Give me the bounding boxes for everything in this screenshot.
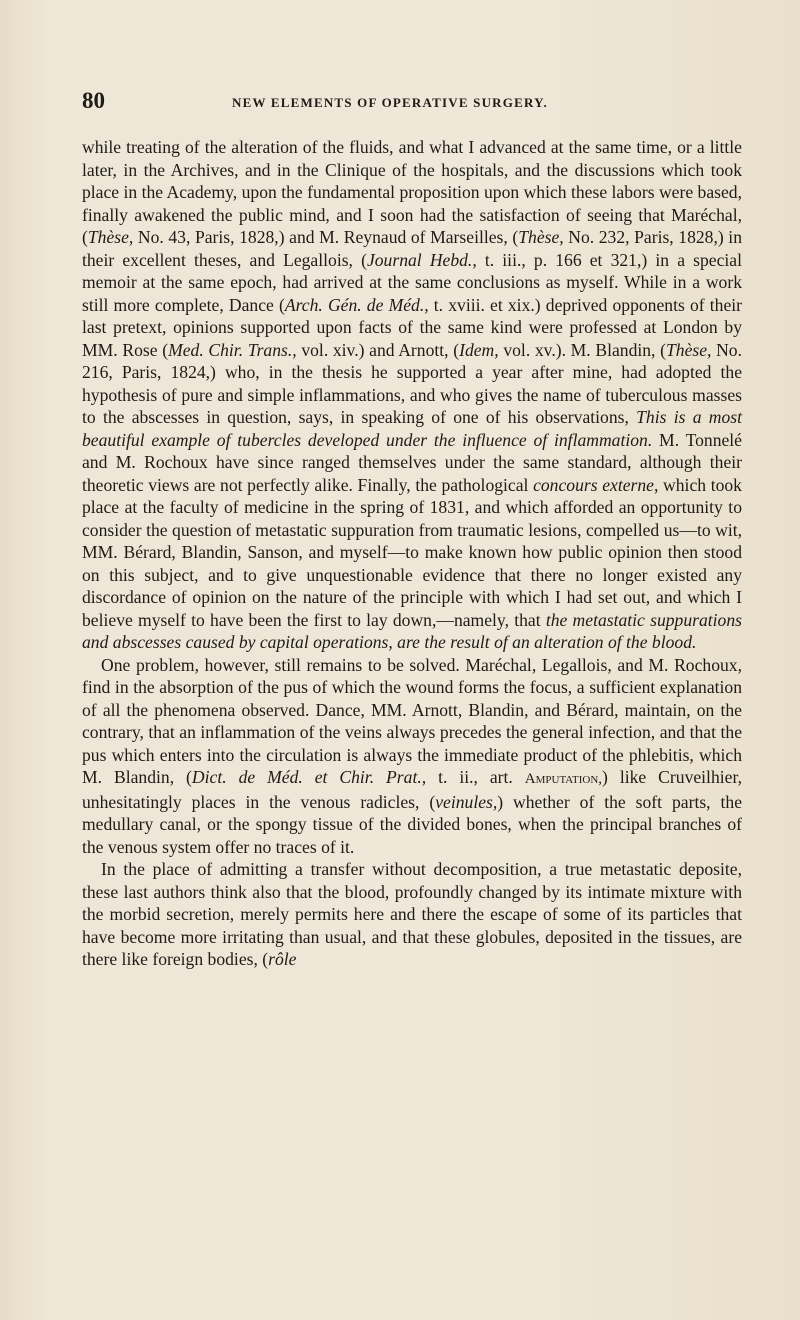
text-run: In the place of admitting a transfer without decomposition, a true metastatic deposite, these last authors think also that the blood, profoundly changed by its intimate mixture with the morbid secretion, merely permits here and there the escape of some of its particles that have become more irritating than usual, and that these globules, deposited in the tissues, are there like foreign bodies, ( <box>82 859 742 969</box>
text-run: ) whether of the soft parts, the medullary canal, or the spongy tissue of the divided bones, when the principal branches of the venous system offer no traces of it. <box>82 791 742 857</box>
small-caps-text: Amputation, <box>524 771 603 787</box>
italic-text: Thèse, <box>87 227 134 247</box>
italic-text: Journal Hebd., <box>366 249 477 270</box>
italic-text: This is a most beautiful example of tubercles developed under the influence of inflammation. <box>82 407 742 450</box>
text-run: t. ii., art. <box>426 767 525 787</box>
italic-text: Med. Chir. Trans., <box>168 339 297 360</box>
text-run: which took place at the faculty of medicine in the spring of 1831, and which afforded an opportunity to consider the question of metastatic suppuration from traumatic lesions, compelled us—to wit, MM. Bérard, Blandin, Sanson, and myself—to make known how public opinion then stood on this subject, and to give unquestionable evidence that there no longer existed any discordance of opinion on the nature of the principle with which I had set out, and which I believe myself to have been the first to lay down,—namely, that <box>82 474 742 630</box>
text-run: t. iii., p. 166 et 321,) in a special memoir at the same epoch, had arrived at the same conclusions as myself. While in a work still more complete, Dance ( <box>82 249 742 315</box>
text-run: vol. xiv.) and Arnott, ( <box>296 339 460 360</box>
text-run: M. Tonnelé and M. Rochoux have since ranged themselves under the same standard, although their theoretic views are not perfectly alike. Finally, the pathological <box>82 429 742 495</box>
italic-text: concours externe, <box>533 474 659 495</box>
text-run: ) like Cruveilhier, unhesitatingly places in the venous radicles, ( <box>82 767 742 812</box>
italic-text: Idem, <box>459 339 499 360</box>
text-run: No. 232, Paris, 1828,) in their excellent theses, and Legallois, ( <box>82 227 742 270</box>
italic-text: veinules, <box>435 791 498 812</box>
running-head: NEW ELEMENTS OF OPERATIVE SURGERY. <box>232 95 548 110</box>
body-text <box>82 136 742 971</box>
italic-text: rôle <box>268 949 297 969</box>
page-header <box>82 88 742 118</box>
text-run: No. 216, Paris, 1824,) who, in the thesis he supported a year after mine, had adopted the hypothesis of pure and simple inflammations, and who gives the name of tuberculous masses to the abscesses in question, says, in speaking of one of his observations, <box>82 339 743 427</box>
page-number: 80 <box>82 88 105 113</box>
italic-text: Dict. de Méd. et Chir. Prat., <box>191 767 427 787</box>
paragraph <box>82 858 742 971</box>
text-run: t. xviii. et xix.) deprived opponents of their last pretext, opinions supported upon facts of the same kind were professed at London by MM. Rose ( <box>82 294 743 360</box>
text-run: No. 43, Paris, 1828,) and M. Reynaud of Marseilles, ( <box>133 227 519 247</box>
paragraph <box>82 654 742 859</box>
italic-text: Arch. Gén. de Méd., <box>284 294 429 315</box>
italic-text: the metastatic suppurations and abscesses caused by capital operations, are the result of an alteration of the blood. <box>82 609 742 652</box>
text-run: vol. xv.). M. Blandin, ( <box>498 339 666 360</box>
paragraph <box>82 136 742 654</box>
italic-text: Thèse, <box>665 339 712 360</box>
text-run: while treating of the alteration of the fluids, and what I advanced at the same time, or a little later, in the Archives, and in the Clinique of the hospitals, and the discussions which took place in the Academy, upon the fundamental proposition upon which these labors were based, finally awakened the public mind, and I soon had the satisfaction of seeing that Maréchal, ( <box>82 137 742 247</box>
text-run: One problem, however, still remains to be solved. Maréchal, Legallois, and M. Rochoux, find in the absorption of the pus of which the wound forms the focus, a sufficient explanation of all the phenomena observed. Dance, MM. Arnott, Blandin, and Bérard, maintain, on the contrary, that an inflammation of the veins always precedes the general infection, and that the pus which enters into the circulation is always the immediate product of the phlebitis, which M. Blandin, ( <box>82 654 742 787</box>
italic-text: Thèse, <box>518 227 564 247</box>
